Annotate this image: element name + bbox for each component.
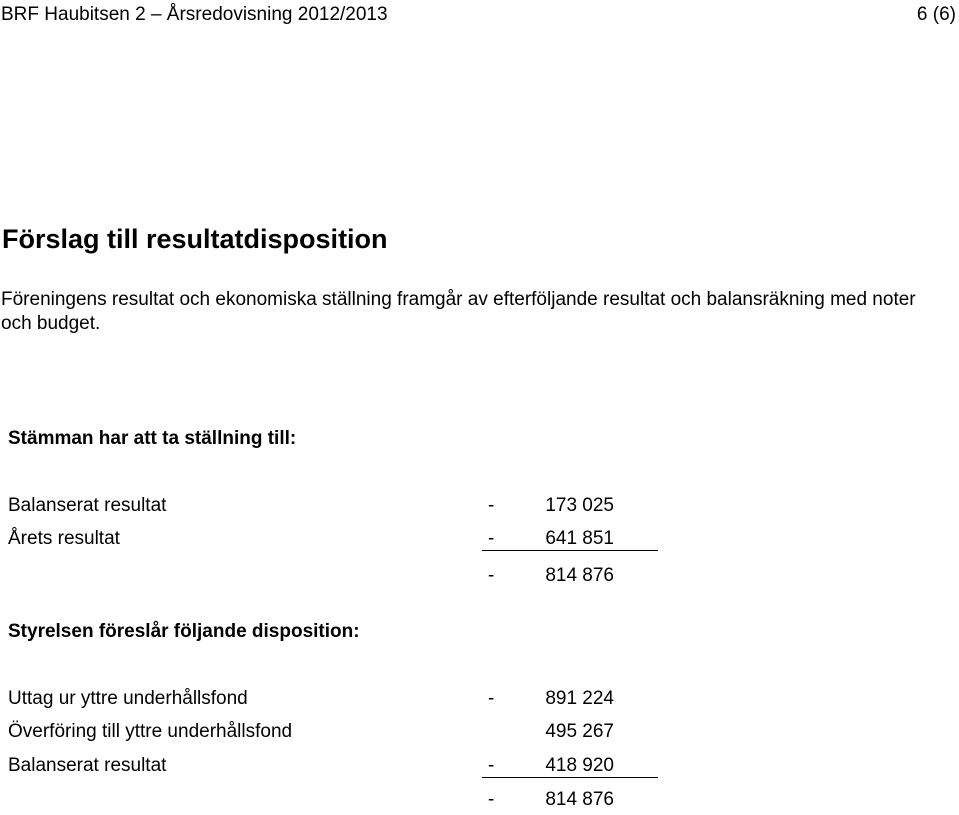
row-label: Uttag ur yttre underhållsfond: [8, 688, 248, 709]
row-amount: 495 267: [545, 721, 614, 742]
balance-row-total: [8, 565, 658, 591]
page-indicator: 6 (6): [916, 4, 956, 25]
balance-row-balanserat-resultat: [8, 495, 658, 521]
row-label: Årets resultat: [8, 528, 120, 549]
disposition-row-total: [8, 789, 658, 815]
row-amount: 891 224: [545, 688, 614, 709]
disposition-row-uttag: [8, 688, 658, 714]
total-amount: 814 876: [545, 789, 614, 810]
board-section-heading: Styrelsen föreslår följande disposition:: [8, 621, 360, 642]
total-amount: 814 876: [545, 565, 614, 586]
row-label: Överföring till yttre underhållsfond: [8, 721, 293, 742]
row-sign: -: [488, 495, 495, 516]
row-amount: 418 920: [545, 755, 614, 776]
sum-divider: [482, 777, 658, 778]
document-title: BRF Haubitsen 2 – Årsredovisning 2012/2013: [1, 4, 388, 25]
total-sign: -: [488, 565, 495, 586]
row-sign: -: [488, 688, 495, 709]
disposition-row-overforing: [8, 721, 658, 747]
row-label: Balanserat resultat: [8, 755, 167, 776]
intro-paragraph: Föreningens resultat och ekonomiska ställning framgår av efterföljande resultat och balansräkning med noter och budget.: [1, 289, 916, 334]
total-sign: -: [488, 789, 495, 810]
sum-divider: [482, 550, 658, 551]
page-title: Förslag till resultatdisposition: [2, 224, 388, 254]
row-sign: -: [488, 755, 495, 776]
meeting-section-heading: Stämman har att ta ställning till:: [8, 428, 297, 449]
row-amount: 173 025: [545, 495, 614, 516]
row-label: Balanserat resultat: [8, 495, 167, 516]
row-amount: 641 851: [545, 528, 614, 549]
row-sign: -: [488, 528, 495, 549]
